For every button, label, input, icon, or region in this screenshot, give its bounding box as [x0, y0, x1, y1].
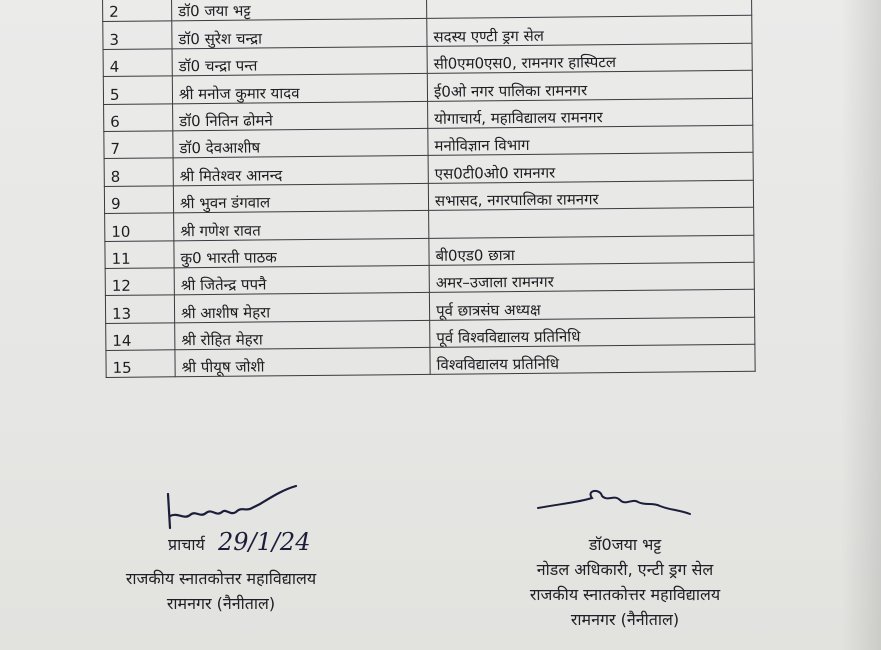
- member-role-cell: सी0एम0एस0, रामनगर हास्पिटल: [427, 43, 752, 74]
- handwritten-date: 29/1/24: [217, 528, 311, 556]
- member-role-cell: मनोविज्ञान विभाग: [428, 125, 753, 156]
- nodal-officer-signature: [530, 480, 710, 530]
- serial-number-cell: 7: [104, 131, 173, 159]
- serial-number-cell: 13: [105, 295, 174, 323]
- principal-date-line: [168, 530, 310, 557]
- member-role-cell: बी0एड0 छात्रा: [429, 235, 754, 266]
- principal-block: [76, 566, 366, 616]
- serial-number-cell: 10: [105, 213, 174, 241]
- nodal-officer-block: [470, 532, 780, 632]
- serial-number-cell: 5: [103, 76, 172, 104]
- member-name-cell: श्री आशीष मेहरा: [174, 293, 429, 323]
- serial-number-cell: 6: [104, 103, 173, 131]
- member-name-cell: डॉ0 चन्द्रा पन्त: [172, 46, 427, 76]
- serial-number-cell: 14: [106, 323, 175, 351]
- member-name-cell: डॉ0 देवआशीष: [173, 128, 428, 158]
- serial-number-cell: 4: [103, 49, 172, 77]
- table-row: [106, 344, 755, 378]
- nodal-officer-place: रामनगर (नैनीताल): [570, 610, 680, 629]
- page-shadow: [841, 0, 881, 650]
- serial-number-cell: 9: [104, 186, 173, 214]
- member-name-cell: श्री गणेश रावत: [174, 210, 429, 240]
- member-name-cell: कु0 भारती पाठक: [174, 238, 429, 268]
- serial-number-cell: 3: [103, 21, 172, 49]
- serial-number-cell: 12: [105, 268, 174, 296]
- member-name-cell: डॉ0 नितिन ढोमने: [173, 101, 428, 131]
- member-role-cell: सदस्य एण्टी ड्रग सेल: [427, 16, 752, 47]
- principal-place: रामनगर (नैनीताल): [166, 594, 276, 613]
- member-role-cell: [429, 207, 754, 238]
- member-name-cell: श्री जितेन्द्र पपनै: [174, 265, 429, 295]
- member-role-cell: विश्वविद्यालय प्रतिनिधि: [430, 344, 755, 375]
- member-name-cell: डॉ0 जया भट्ट: [172, 0, 427, 21]
- nodal-officer-designation: नोडल अधिकारी, एन्टी ड्रग सेल: [536, 560, 714, 579]
- serial-number-cell: 15: [106, 350, 175, 378]
- member-name-cell: श्री रोहित मेहरा: [175, 320, 430, 350]
- principal-title: प्राचार्य: [168, 535, 205, 554]
- member-role-cell: सभासद, नगरपालिका रामनगर: [428, 180, 753, 211]
- serial-number-cell: 8: [104, 158, 173, 186]
- principal-college: राजकीय स्नातकोत्तर महाविद्यालय: [125, 569, 317, 588]
- member-role-cell: ई0ओ नगर पालिका रामनगर: [427, 70, 752, 101]
- serial-number-cell: 2: [103, 0, 172, 22]
- member-role-cell: एस0टी0ओ0 रामनगर: [428, 153, 753, 184]
- nodal-officer-college: राजकीय स्नातकोत्तर महाविद्यालय: [529, 585, 721, 604]
- member-name-cell: श्री मनोज कुमार यादव: [172, 74, 427, 104]
- member-name-cell: श्री पीयूष जोशी: [175, 347, 430, 377]
- member-role-cell: पूर्व छात्रसंघ अध्यक्ष: [429, 290, 754, 321]
- member-name-cell: श्री मितेश्वर आनन्द: [173, 156, 428, 186]
- member-name-cell: डॉ0 सुरेश चन्द्रा: [172, 19, 427, 49]
- serial-number-cell: 11: [105, 240, 174, 268]
- member-role-cell: पूर्व विश्वविद्यालय प्रतिनिधि: [430, 317, 755, 348]
- member-role-cell: योगाचार्य, महाविद्यालय रामनगर: [428, 98, 753, 129]
- nodal-officer-name: डॉ0जया भट्ट: [588, 535, 662, 554]
- member-role-cell: अमर–उजाला रामनगर: [429, 262, 754, 293]
- member-name-cell: श्री भुवन डंगवाल: [173, 183, 428, 213]
- member-table: [102, 0, 756, 378]
